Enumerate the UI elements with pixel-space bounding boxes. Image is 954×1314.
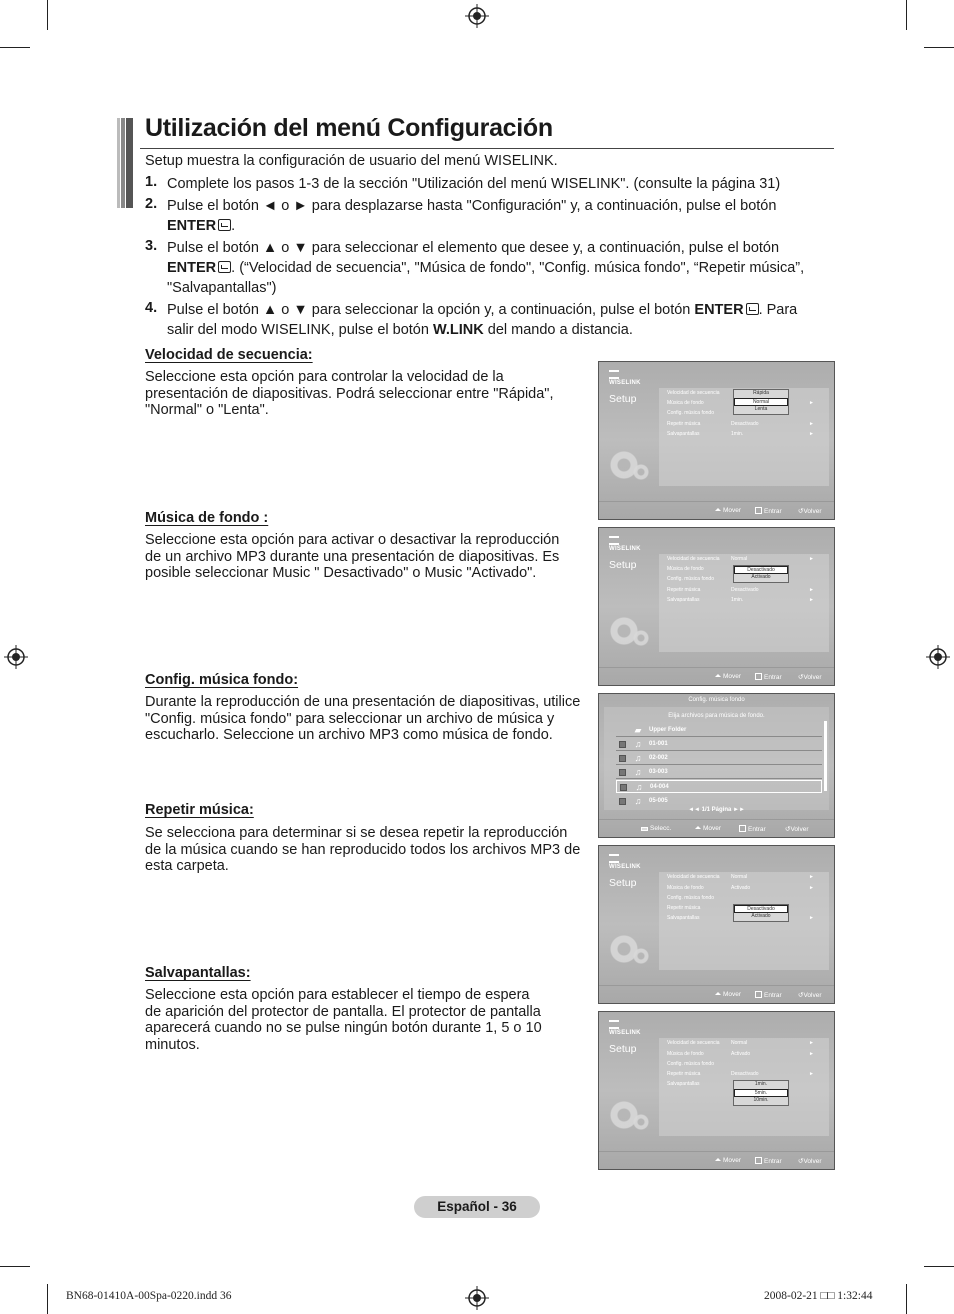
gear-small-icon bbox=[633, 630, 649, 646]
menu-item[interactable]: Salvapantallas bbox=[667, 597, 700, 603]
section-line: de aparición del protector de pantalla. El protector de pantalla bbox=[145, 1003, 541, 1020]
nav-label: Mover bbox=[723, 673, 742, 680]
file-row[interactable] bbox=[616, 752, 822, 765]
menu-item[interactable]: Velocidad de secuencia bbox=[667, 1040, 720, 1046]
step-number: 3. bbox=[145, 238, 158, 254]
nav-volver bbox=[798, 507, 822, 515]
updown-icon bbox=[715, 674, 721, 677]
nav-entrar bbox=[755, 1157, 782, 1165]
gear-small-icon bbox=[633, 948, 649, 964]
nav-label: Volver bbox=[790, 826, 809, 833]
tv-screen-musica bbox=[598, 527, 835, 686]
file-row-selected[interactable] bbox=[616, 780, 822, 793]
nav-label: Entrar bbox=[764, 992, 782, 999]
enter-key-label: ENTER bbox=[167, 260, 217, 276]
updown-icon bbox=[715, 1158, 721, 1161]
setup-menu bbox=[659, 1038, 829, 1136]
arrow-right-icon: ► bbox=[809, 885, 814, 891]
tv-screen-salvapantallas bbox=[598, 1011, 835, 1170]
nav-label: Entrar bbox=[764, 1158, 782, 1165]
arrow-right-icon: ► bbox=[809, 1051, 814, 1057]
step-number: 2. bbox=[145, 196, 158, 212]
enter-key-label: ENTER bbox=[694, 302, 744, 318]
step-line bbox=[167, 216, 827, 236]
wiselink-logo: WISELINK bbox=[609, 1020, 641, 1036]
menu-item[interactable]: Repetir música bbox=[667, 905, 701, 911]
section-line: aparecerá cuando no se pulse ningún botón durante 1, 5 o 10 bbox=[145, 1020, 542, 1036]
file-name: Upper Folder bbox=[649, 727, 687, 733]
nav-selecc bbox=[641, 825, 671, 832]
crop-mark bbox=[47, 0, 48, 30]
menu-item[interactable]: Config. música fondo bbox=[667, 576, 714, 582]
menu-value: Desactivado bbox=[731, 421, 759, 427]
file-panel-subtitle: Elija archivos para música de fondo. bbox=[668, 713, 765, 719]
return-icon: ↺ bbox=[798, 1158, 804, 1165]
nav-label: Mover bbox=[703, 825, 722, 832]
music-note-icon: ♫ bbox=[634, 767, 642, 777]
nav-mover bbox=[715, 507, 741, 514]
step-line bbox=[167, 320, 837, 340]
setup-label: Setup bbox=[609, 559, 637, 571]
section-line: Se selecciona para determinar si se desea repetir la reproducción bbox=[145, 825, 568, 841]
arrow-right-icon: ► bbox=[809, 587, 814, 593]
setup-menu bbox=[659, 554, 829, 652]
enter-icon bbox=[739, 825, 746, 832]
section-text bbox=[145, 694, 580, 744]
step-line-end: del mando a distancia. bbox=[487, 322, 633, 338]
file-row[interactable] bbox=[616, 766, 822, 779]
nav-label: Selecc. bbox=[650, 825, 672, 832]
menu-value: Desactivado bbox=[731, 587, 759, 593]
section-line: escucharlo. Seleccione un archivo MP3 como música de fondo. bbox=[145, 727, 553, 743]
title-side-bar bbox=[117, 118, 133, 208]
nav-label: Volver bbox=[803, 1158, 822, 1165]
menu-item[interactable]: Salvapantallas bbox=[667, 431, 700, 437]
dropdown[interactable] bbox=[733, 904, 789, 922]
menu-item[interactable]: Música de fondo bbox=[667, 1051, 704, 1057]
crop-mark bbox=[0, 1266, 30, 1267]
nav-volver bbox=[798, 991, 822, 999]
return-icon: ↺ bbox=[798, 674, 804, 681]
return-icon: ↺ bbox=[798, 508, 804, 515]
menu-value: Activado bbox=[731, 1051, 751, 1057]
scrollbar[interactable] bbox=[824, 721, 827, 791]
nav-entrar bbox=[755, 507, 782, 515]
nav-label: Mover bbox=[723, 1157, 742, 1164]
arrow-right-icon: ► bbox=[809, 1071, 814, 1077]
section-line: "Config. música fondo" para seleccionar un archivo de música y bbox=[145, 710, 555, 727]
menu-value: Activado bbox=[731, 885, 751, 891]
section-line: esta carpeta. bbox=[145, 858, 229, 874]
enter-icon bbox=[755, 1157, 762, 1164]
file-row[interactable] bbox=[616, 738, 822, 751]
dropdown-option-selected[interactable]: Normal bbox=[734, 398, 788, 406]
menu-value: Normal bbox=[731, 1040, 748, 1046]
menu-item[interactable]: Config. música fondo bbox=[667, 1061, 714, 1067]
dropdown-option[interactable]: Lenta bbox=[754, 406, 768, 412]
section-line: Durante la reproducción de una presentación de diapositivas, utilice bbox=[145, 694, 581, 710]
step-line: "Salvapantallas") bbox=[167, 280, 277, 296]
menu-item[interactable]: Repetir música bbox=[667, 421, 701, 427]
step-text bbox=[167, 196, 827, 236]
page-number: Español - 36 bbox=[414, 1196, 540, 1218]
page-indicator: ◄◄ 1/1 Página ►► bbox=[688, 807, 745, 813]
file-row-upper-folder[interactable] bbox=[616, 724, 822, 737]
wiselink-logo: WISELINK bbox=[609, 854, 641, 870]
step-line-start: salir del modo WISELINK, pulse el botón bbox=[167, 322, 429, 338]
arrow-right-icon: ► bbox=[809, 556, 814, 562]
checkbox[interactable] bbox=[619, 755, 626, 762]
menu-item[interactable]: Música de fondo bbox=[667, 885, 704, 891]
menu-item[interactable]: Salvapantallas bbox=[667, 1081, 700, 1087]
arrow-right-icon: ► bbox=[809, 421, 814, 427]
arrow-right-icon: ► bbox=[809, 915, 814, 921]
step-number: 1. bbox=[145, 174, 158, 190]
step-text: Complete los pasos 1-3 de la sección "Utilización del menú WISELINK". (consulte la página 31) bbox=[167, 176, 781, 192]
setup-label: Setup bbox=[609, 393, 637, 405]
nav-mover bbox=[715, 673, 741, 680]
step-line: Pulse el botón ◄ o ► para desplazarse hasta "Configuración" y, a continuación, pulse el botón bbox=[167, 198, 777, 214]
gear-small-icon bbox=[633, 1114, 649, 1130]
file-row[interactable] bbox=[616, 795, 822, 805]
section-heading: Música de fondo : bbox=[145, 510, 269, 526]
menu-value: Normal bbox=[731, 556, 748, 562]
dropdown-option-selected[interactable]: Desactivado bbox=[734, 566, 788, 574]
dropdown-option[interactable]: Activado bbox=[751, 913, 771, 919]
arrow-right-icon: ► bbox=[809, 597, 814, 603]
setup-menu bbox=[659, 388, 829, 486]
return-icon: ↺ bbox=[798, 992, 804, 999]
section-text bbox=[145, 369, 553, 419]
crop-mark bbox=[924, 47, 954, 48]
dropdown-option[interactable]: 1min. bbox=[754, 1081, 768, 1087]
menu-item[interactable]: Config. música fondo bbox=[667, 895, 714, 901]
dropdown-option[interactable]: Activado bbox=[751, 574, 771, 580]
file-name: 05-005 bbox=[649, 798, 668, 804]
menu-item[interactable]: Repetir música bbox=[667, 587, 701, 593]
step-number: 4. bbox=[145, 300, 158, 316]
tv-screen-velocidad bbox=[598, 361, 835, 520]
step-text bbox=[167, 300, 837, 340]
section-heading: Velocidad de secuencia: bbox=[145, 347, 313, 363]
nav-label: Volver bbox=[803, 992, 822, 999]
footer-date: 2008-02-21 □□ 1:32:44 bbox=[764, 1290, 873, 1302]
enter-key-label: ENTER bbox=[167, 218, 217, 234]
nav-volver bbox=[798, 1157, 822, 1165]
enter-icon bbox=[755, 991, 762, 998]
dropdown-option-selected[interactable]: 5min. bbox=[734, 1089, 788, 1097]
nav-label: Volver bbox=[803, 674, 822, 681]
step-line-end: . Para bbox=[758, 302, 798, 318]
page-title: Utilización del menú Configuración bbox=[145, 114, 553, 142]
updown-icon bbox=[715, 508, 721, 511]
menu-item[interactable]: Salvapantallas bbox=[667, 915, 700, 921]
menu-item[interactable]: Velocidad de secuencia bbox=[667, 556, 720, 562]
nav-label: Volver bbox=[803, 508, 822, 515]
setup-menu bbox=[659, 872, 829, 970]
checkbox[interactable] bbox=[619, 798, 626, 805]
section-line: "Normal" o "Lenta". bbox=[145, 402, 269, 418]
music-note-icon: ♫ bbox=[634, 739, 642, 749]
nav-mover bbox=[715, 1157, 741, 1164]
file-screen-header: Config. música fondo bbox=[688, 697, 745, 703]
menu-value: Normal bbox=[731, 874, 748, 880]
nav-label: Entrar bbox=[764, 674, 782, 681]
arrow-right-icon: ► bbox=[809, 1040, 814, 1046]
section-text bbox=[145, 532, 559, 582]
file-name: 03-003 bbox=[649, 769, 668, 775]
wiselink-logo: WISELINK bbox=[609, 370, 641, 386]
enter-icon bbox=[218, 219, 231, 231]
crop-mark bbox=[47, 1284, 48, 1314]
menu-item[interactable]: Repetir música bbox=[667, 1071, 701, 1077]
checkbox[interactable] bbox=[619, 769, 626, 776]
enter-icon bbox=[218, 261, 231, 273]
checkbox[interactable] bbox=[619, 741, 626, 748]
footer-file: BN68-01410A-00Spa-0220.indd 36 bbox=[66, 1290, 232, 1302]
menu-value: Desactivado bbox=[731, 1071, 759, 1077]
crop-mark bbox=[906, 0, 907, 30]
nav-label: Entrar bbox=[764, 508, 782, 515]
crop-mark bbox=[0, 47, 30, 48]
file-name: 01-001 bbox=[649, 741, 668, 747]
dropdown[interactable] bbox=[733, 565, 789, 583]
menu-item[interactable]: Música de fondo bbox=[667, 400, 704, 406]
file-name: 04-004 bbox=[650, 784, 669, 790]
section-line: posible seleccionar Music " Desactivado" o Music "Activado". bbox=[145, 565, 537, 581]
setup-label: Setup bbox=[609, 1043, 637, 1055]
registration-mark-icon bbox=[465, 1286, 489, 1310]
nav-mover bbox=[715, 991, 741, 998]
return-icon: ↺ bbox=[785, 826, 791, 833]
folder-icon: ▰ bbox=[634, 725, 642, 735]
step-line-start: Pulse el botón ▲ o ▼ para seleccionar la opción y, a continuación, pulse el botón bbox=[167, 302, 691, 318]
music-note-icon: ♫ bbox=[635, 782, 643, 792]
step-text bbox=[167, 238, 837, 298]
checkbox[interactable] bbox=[620, 784, 627, 791]
step-line: Pulse el botón ▲ o ▼ para seleccionar el elemento que desee y, a continuación, pulse el botón bbox=[167, 240, 780, 256]
step-line-end: . (“Velocidad de secuencia", "Música de fondo", "Config. música fondo", “Repetir música”, bbox=[231, 260, 805, 276]
section-line: Seleccione esta opción para controlar la velocidad de la bbox=[145, 369, 504, 385]
section-heading: Repetir música: bbox=[145, 802, 254, 818]
setup-label: Setup bbox=[609, 877, 637, 889]
step-line bbox=[167, 258, 837, 278]
nav-mover bbox=[695, 825, 721, 832]
nav-volver bbox=[798, 673, 822, 681]
menu-value: 1min. bbox=[731, 431, 744, 437]
dropdown[interactable] bbox=[733, 1080, 789, 1106]
music-note-icon: ♫ bbox=[634, 753, 642, 763]
updown-icon bbox=[715, 992, 721, 995]
step-line-end: . bbox=[231, 218, 236, 234]
select-key-icon bbox=[641, 827, 648, 831]
gear-small-icon bbox=[633, 464, 649, 480]
updown-icon bbox=[695, 826, 701, 829]
arrow-right-icon: ► bbox=[809, 431, 814, 437]
dropdown-option[interactable]: Rápida bbox=[753, 390, 769, 396]
file-panel bbox=[604, 707, 829, 810]
music-note-icon: ♫ bbox=[634, 796, 642, 806]
enter-icon bbox=[746, 303, 759, 315]
intro-text: Setup muestra la configuración de usuario del menú WISELINK. bbox=[145, 153, 558, 169]
nav-bar bbox=[599, 1151, 834, 1169]
file-name: 02-002 bbox=[649, 755, 668, 761]
dropdown-option[interactable]: 10min. bbox=[753, 1097, 769, 1103]
step-line bbox=[167, 300, 837, 320]
section-line: minutos. bbox=[145, 1036, 200, 1053]
section-line: presentación de diapositivas. Podrá seleccionar entre "Rápida", bbox=[145, 385, 554, 402]
title-rule bbox=[140, 148, 834, 149]
section-text bbox=[145, 825, 580, 875]
registration-mark-icon bbox=[926, 645, 950, 669]
menu-item[interactable]: Música de fondo bbox=[667, 566, 704, 572]
section-line: Seleccione esta opción para establecer el tiempo de espera bbox=[145, 987, 530, 1003]
nav-volver bbox=[785, 825, 809, 833]
crop-mark bbox=[924, 1266, 954, 1267]
nav-label: Mover bbox=[723, 991, 742, 998]
wiselink-logo: WISELINK bbox=[609, 536, 641, 552]
crop-mark bbox=[906, 1284, 907, 1314]
menu-item[interactable]: Velocidad de secuencia bbox=[667, 874, 720, 880]
nav-entrar bbox=[739, 825, 766, 833]
section-line: de un archivo MP3 durante una presentación de diapositivas. Es bbox=[145, 548, 560, 565]
nav-bar bbox=[599, 501, 834, 519]
nav-entrar bbox=[755, 991, 782, 999]
section-line: Seleccione esta opción para activar o desactivar la reproducción bbox=[145, 532, 560, 548]
section-heading: Config. música fondo: bbox=[145, 672, 299, 688]
nav-label: Entrar bbox=[748, 826, 766, 833]
nav-bar bbox=[599, 985, 834, 1003]
section-line: de la música cuando se han reproducido todos los archivos MP3 de bbox=[145, 841, 581, 858]
section-heading: Salvapantallas: bbox=[145, 965, 251, 981]
nav-entrar bbox=[755, 673, 782, 681]
wlink-key-label: W.LINK bbox=[432, 322, 484, 338]
arrow-right-icon: ► bbox=[809, 874, 814, 880]
tv-screen-config-musica bbox=[598, 693, 835, 838]
nav-bar bbox=[599, 819, 834, 837]
arrow-right-icon: ► bbox=[809, 400, 814, 406]
enter-icon bbox=[755, 673, 762, 680]
menu-item[interactable]: Config. música fondo bbox=[667, 410, 714, 416]
menu-item[interactable]: Velocidad de secuencia bbox=[667, 390, 720, 396]
dropdown[interactable] bbox=[733, 389, 789, 415]
registration-mark-icon bbox=[4, 645, 28, 669]
enter-icon bbox=[755, 507, 762, 514]
nav-label: Mover bbox=[723, 507, 742, 514]
tv-screen-repetir bbox=[598, 845, 835, 1004]
nav-bar bbox=[599, 667, 834, 685]
dropdown-option-selected[interactable]: Desactivado bbox=[734, 905, 788, 913]
registration-mark-icon bbox=[465, 4, 489, 28]
section-text bbox=[145, 987, 542, 1053]
menu-value: 1min. bbox=[731, 597, 744, 603]
